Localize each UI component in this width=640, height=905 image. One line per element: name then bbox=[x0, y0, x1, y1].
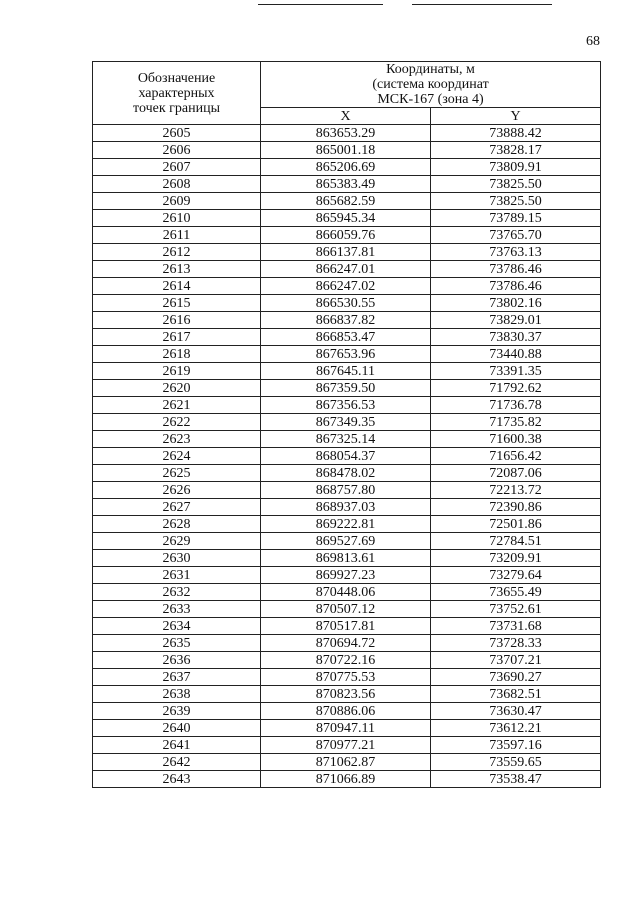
point-id-cell: 2615 bbox=[93, 295, 261, 312]
y-coordinate-cell: 73830.37 bbox=[431, 329, 601, 346]
point-id-cell: 2618 bbox=[93, 346, 261, 363]
y-coordinate-cell: 73786.46 bbox=[431, 261, 601, 278]
x-coordinate-cell: 865383.49 bbox=[261, 176, 431, 193]
y-coordinate-cell: 73802.16 bbox=[431, 295, 601, 312]
point-id-cell: 2606 bbox=[93, 142, 261, 159]
x-column-header: X bbox=[261, 108, 431, 125]
x-coordinate-cell: 867653.96 bbox=[261, 346, 431, 363]
y-coordinate-cell: 73630.47 bbox=[431, 703, 601, 720]
table-row bbox=[93, 193, 601, 210]
point-id-cell: 2616 bbox=[93, 312, 261, 329]
table-row bbox=[93, 244, 601, 261]
y-coordinate-cell: 72390.86 bbox=[431, 499, 601, 516]
y-coordinate-cell: 73731.68 bbox=[431, 618, 601, 635]
y-coordinate-cell: 73707.21 bbox=[431, 652, 601, 669]
x-coordinate-cell: 867349.35 bbox=[261, 414, 431, 431]
top-rule-left bbox=[258, 4, 383, 5]
x-coordinate-cell: 865945.34 bbox=[261, 210, 431, 227]
table-row bbox=[93, 720, 601, 737]
point-id-cell: 2628 bbox=[93, 516, 261, 533]
point-id-cell: 2633 bbox=[93, 601, 261, 618]
table-row bbox=[93, 703, 601, 720]
table-row bbox=[93, 567, 601, 584]
table-row bbox=[93, 363, 601, 380]
point-id-cell: 2634 bbox=[93, 618, 261, 635]
point-id-cell: 2612 bbox=[93, 244, 261, 261]
table-row bbox=[93, 176, 601, 193]
x-coordinate-cell: 871066.89 bbox=[261, 771, 431, 788]
table-row bbox=[93, 397, 601, 414]
x-coordinate-cell: 865001.18 bbox=[261, 142, 431, 159]
table-row bbox=[93, 312, 601, 329]
x-coordinate-cell: 869813.61 bbox=[261, 550, 431, 567]
x-coordinate-cell: 866137.81 bbox=[261, 244, 431, 261]
y-coordinate-cell: 73829.01 bbox=[431, 312, 601, 329]
x-coordinate-cell: 871062.87 bbox=[261, 754, 431, 771]
point-id-cell: 2625 bbox=[93, 465, 261, 482]
y-coordinate-cell: 73728.33 bbox=[431, 635, 601, 652]
y-coordinate-cell: 73789.15 bbox=[431, 210, 601, 227]
coordinates-header bbox=[261, 62, 601, 108]
x-coordinate-cell: 870722.16 bbox=[261, 652, 431, 669]
y-coordinate-cell: 71600.38 bbox=[431, 431, 601, 448]
table-row bbox=[93, 482, 601, 499]
y-coordinate-cell: 73279.64 bbox=[431, 567, 601, 584]
table-row bbox=[93, 499, 601, 516]
table-row bbox=[93, 601, 601, 618]
y-coordinate-cell: 71656.42 bbox=[431, 448, 601, 465]
x-coordinate-cell: 867356.53 bbox=[261, 397, 431, 414]
point-id-cell: 2643 bbox=[93, 771, 261, 788]
y-coordinate-cell: 73655.49 bbox=[431, 584, 601, 601]
table-row bbox=[93, 159, 601, 176]
x-coordinate-cell: 866837.82 bbox=[261, 312, 431, 329]
table-body bbox=[93, 125, 601, 788]
table-row bbox=[93, 414, 601, 431]
point-id-cell: 2613 bbox=[93, 261, 261, 278]
y-column-header: Y bbox=[431, 108, 601, 125]
x-coordinate-cell: 870448.06 bbox=[261, 584, 431, 601]
table-row bbox=[93, 295, 601, 312]
table-row bbox=[93, 771, 601, 788]
point-id-cell: 2621 bbox=[93, 397, 261, 414]
point-id-cell: 2614 bbox=[93, 278, 261, 295]
x-coordinate-cell: 870886.06 bbox=[261, 703, 431, 720]
y-coordinate-cell: 71735.82 bbox=[431, 414, 601, 431]
point-id-cell: 2638 bbox=[93, 686, 261, 703]
y-coordinate-cell: 72213.72 bbox=[431, 482, 601, 499]
x-coordinate-cell: 865682.59 bbox=[261, 193, 431, 210]
y-coordinate-cell: 72784.51 bbox=[431, 533, 601, 550]
table-header bbox=[93, 62, 601, 125]
point-id-cell: 2635 bbox=[93, 635, 261, 652]
table-row bbox=[93, 125, 601, 142]
point-id-cell: 2622 bbox=[93, 414, 261, 431]
coords-header-line: (система координат bbox=[372, 77, 489, 92]
point-id-cell: 2626 bbox=[93, 482, 261, 499]
point-header-line: Обозначение bbox=[137, 70, 216, 86]
coordinates-table bbox=[92, 61, 601, 788]
x-coordinate-cell: 867325.14 bbox=[261, 431, 431, 448]
point-id-cell: 2619 bbox=[93, 363, 261, 380]
y-coordinate-cell: 73809.91 bbox=[431, 159, 601, 176]
x-coordinate-cell: 870775.53 bbox=[261, 669, 431, 686]
y-coordinate-cell: 73690.27 bbox=[431, 669, 601, 686]
point-id-cell: 2639 bbox=[93, 703, 261, 720]
point-header-line: характерных bbox=[138, 85, 215, 101]
point-designation-header bbox=[93, 62, 261, 125]
table-row bbox=[93, 584, 601, 601]
y-coordinate-cell: 73752.61 bbox=[431, 601, 601, 618]
x-coordinate-cell: 863653.29 bbox=[261, 125, 431, 142]
y-coordinate-cell: 73682.51 bbox=[431, 686, 601, 703]
point-id-cell: 2610 bbox=[93, 210, 261, 227]
y-coordinate-cell: 73828.17 bbox=[431, 142, 601, 159]
y-coordinate-cell: 72087.06 bbox=[431, 465, 601, 482]
point-id-cell: 2623 bbox=[93, 431, 261, 448]
table-row bbox=[93, 635, 601, 652]
point-id-cell: 2642 bbox=[93, 754, 261, 771]
x-coordinate-cell: 868937.03 bbox=[261, 499, 431, 516]
point-id-cell: 2627 bbox=[93, 499, 261, 516]
x-coordinate-cell: 866530.55 bbox=[261, 295, 431, 312]
table-row bbox=[93, 516, 601, 533]
point-id-cell: 2611 bbox=[93, 227, 261, 244]
table-row bbox=[93, 669, 601, 686]
x-coordinate-cell: 869222.81 bbox=[261, 516, 431, 533]
y-coordinate-cell: 73440.88 bbox=[431, 346, 601, 363]
x-coordinate-cell: 870823.56 bbox=[261, 686, 431, 703]
x-coordinate-cell: 867359.50 bbox=[261, 380, 431, 397]
point-id-cell: 2631 bbox=[93, 567, 261, 584]
point-header-line: точек границы bbox=[133, 100, 220, 116]
table-row bbox=[93, 550, 601, 567]
y-coordinate-cell: 73612.21 bbox=[431, 720, 601, 737]
coords-header-line: Координаты, м bbox=[386, 62, 475, 77]
y-coordinate-cell: 73538.47 bbox=[431, 771, 601, 788]
point-id-cell: 2640 bbox=[93, 720, 261, 737]
x-coordinate-cell: 865206.69 bbox=[261, 159, 431, 176]
y-coordinate-cell: 73765.70 bbox=[431, 227, 601, 244]
x-coordinate-cell: 869527.69 bbox=[261, 533, 431, 550]
table-row bbox=[93, 210, 601, 227]
point-id-cell: 2607 bbox=[93, 159, 261, 176]
point-id-cell: 2630 bbox=[93, 550, 261, 567]
table-row bbox=[93, 652, 601, 669]
y-coordinate-cell: 73763.13 bbox=[431, 244, 601, 261]
table-row bbox=[93, 686, 601, 703]
top-rule-right bbox=[412, 4, 552, 5]
point-id-cell: 2608 bbox=[93, 176, 261, 193]
point-id-cell: 2620 bbox=[93, 380, 261, 397]
y-coordinate-cell: 73786.46 bbox=[431, 278, 601, 295]
coords-header-line: МСК-167 (зона 4) bbox=[377, 92, 484, 107]
point-id-cell: 2609 bbox=[93, 193, 261, 210]
table-row bbox=[93, 754, 601, 771]
point-id-cell: 2617 bbox=[93, 329, 261, 346]
table-row bbox=[93, 533, 601, 550]
point-id-cell: 2641 bbox=[93, 737, 261, 754]
table-row bbox=[93, 329, 601, 346]
point-id-cell: 2632 bbox=[93, 584, 261, 601]
point-id-cell: 2637 bbox=[93, 669, 261, 686]
table-row bbox=[93, 448, 601, 465]
table-row bbox=[93, 465, 601, 482]
table-row bbox=[93, 431, 601, 448]
y-coordinate-cell: 73888.42 bbox=[431, 125, 601, 142]
x-coordinate-cell: 870947.11 bbox=[261, 720, 431, 737]
x-coordinate-cell: 866853.47 bbox=[261, 329, 431, 346]
table-row bbox=[93, 737, 601, 754]
x-coordinate-cell: 866059.76 bbox=[261, 227, 431, 244]
y-coordinate-cell: 73209.91 bbox=[431, 550, 601, 567]
y-coordinate-cell: 71792.62 bbox=[431, 380, 601, 397]
point-id-cell: 2636 bbox=[93, 652, 261, 669]
table-row bbox=[93, 380, 601, 397]
table-row bbox=[93, 278, 601, 295]
x-coordinate-cell: 870517.81 bbox=[261, 618, 431, 635]
table-row bbox=[93, 346, 601, 363]
x-coordinate-cell: 870694.72 bbox=[261, 635, 431, 652]
x-coordinate-cell: 868478.02 bbox=[261, 465, 431, 482]
x-coordinate-cell: 868757.80 bbox=[261, 482, 431, 499]
y-coordinate-cell: 71736.78 bbox=[431, 397, 601, 414]
point-id-cell: 2624 bbox=[93, 448, 261, 465]
y-coordinate-cell: 72501.86 bbox=[431, 516, 601, 533]
y-coordinate-cell: 73559.65 bbox=[431, 754, 601, 771]
y-coordinate-cell: 73825.50 bbox=[431, 193, 601, 210]
x-coordinate-cell: 870977.21 bbox=[261, 737, 431, 754]
y-coordinate-cell: 73391.35 bbox=[431, 363, 601, 380]
table-row bbox=[93, 142, 601, 159]
x-coordinate-cell: 869927.23 bbox=[261, 567, 431, 584]
x-coordinate-cell: 868054.37 bbox=[261, 448, 431, 465]
point-id-cell: 2605 bbox=[93, 125, 261, 142]
x-coordinate-cell: 866247.01 bbox=[261, 261, 431, 278]
y-coordinate-cell: 73825.50 bbox=[431, 176, 601, 193]
x-coordinate-cell: 870507.12 bbox=[261, 601, 431, 618]
x-coordinate-cell: 866247.02 bbox=[261, 278, 431, 295]
y-coordinate-cell: 73597.16 bbox=[431, 737, 601, 754]
x-coordinate-cell: 867645.11 bbox=[261, 363, 431, 380]
point-id-cell: 2629 bbox=[93, 533, 261, 550]
table-row bbox=[93, 261, 601, 278]
table-row bbox=[93, 618, 601, 635]
table-row bbox=[93, 227, 601, 244]
page-number: 68 bbox=[586, 34, 600, 49]
